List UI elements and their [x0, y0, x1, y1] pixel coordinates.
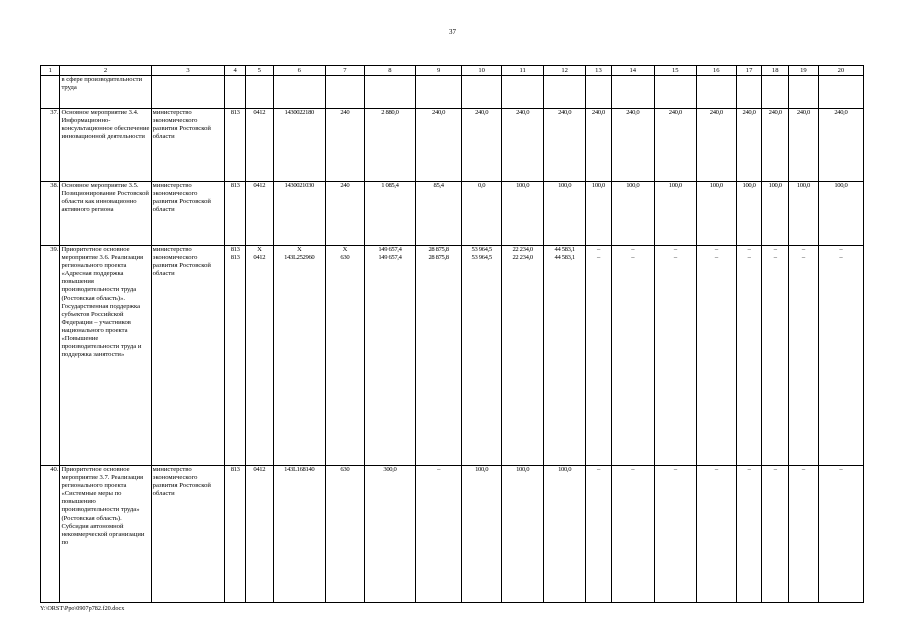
value-cell: 0,0: [462, 182, 502, 246]
total-value: Х: [342, 246, 348, 253]
value-cell: 300,0: [364, 466, 415, 603]
header-cell: 10: [462, 66, 502, 76]
table-row: [41, 246, 864, 466]
header-cell: 7: [325, 66, 364, 76]
total-value: 28 875,8: [428, 246, 449, 253]
value-cell: [789, 246, 819, 466]
total-value: 22 234,0: [512, 246, 533, 253]
value-cell: 240,0: [654, 109, 696, 182]
total-value: –: [631, 246, 635, 253]
detail-value: –: [839, 254, 843, 262]
total-value: 44 583,1: [554, 246, 575, 253]
event-name-cell: в сфере производительности труда: [60, 76, 151, 109]
table-row: [41, 466, 864, 603]
executor-cell: министерство экономического развития Ростовской области: [151, 182, 225, 246]
event-name-cell: Основное мероприятие 3.4. Информационно-консультационное обеспечение инновационной деятельности: [60, 109, 151, 182]
value-cell: 240,0: [586, 109, 612, 182]
detail-value: 44 583,1: [554, 254, 575, 262]
value-cell: 100,0: [611, 182, 654, 246]
value-cell: [696, 246, 736, 466]
value-cell: 100,0: [502, 466, 544, 603]
detail-value: –: [631, 254, 635, 262]
value-cell: –: [762, 466, 789, 603]
total-value: –: [839, 246, 843, 253]
value-cell: 240: [325, 109, 364, 182]
value-cell: [736, 246, 762, 466]
file-path-footer: Y:\ORST\Ppo\0907p782.f20.docx: [40, 605, 125, 612]
value-cell: 100,0: [502, 182, 544, 246]
value-cell: 85,4: [416, 182, 462, 246]
value-cell: 240,0: [789, 109, 819, 182]
value-cell: 143L168140: [273, 466, 325, 603]
value-cell: [225, 246, 245, 466]
value-cell: –: [586, 466, 612, 603]
detail-value: 22 234,0: [512, 254, 533, 262]
row-number-cell: 40.: [41, 466, 60, 603]
executor-cell: министерство экономического развития Ростовской области: [151, 466, 225, 603]
total-value: –: [773, 246, 777, 253]
value-cell: 0412: [245, 182, 273, 246]
value-cell: –: [611, 466, 654, 603]
detail-value: 630: [340, 254, 350, 262]
value-cell: 100,0: [789, 182, 819, 246]
header-row: [41, 66, 864, 76]
event-name-cell: Основное мероприятие 3.5. Позиционирование Ростовской области как инновационно активного региона: [60, 182, 151, 246]
header-cell: 3: [151, 66, 225, 76]
value-cell: [762, 246, 789, 466]
detail-value: 143L252960: [284, 254, 315, 262]
detail-value: –: [773, 254, 777, 262]
detail-value: –: [714, 254, 718, 262]
event-name-cell: Приоритетное основное мероприятие 3.7. Реализация регионального проекта «Системные меры по повышению производительности труда» (Ростовская область). Субсидия автономной некоммерческой организации по: [60, 466, 151, 603]
header-cell: 18: [762, 66, 789, 76]
value-cell: 240,0: [736, 109, 762, 182]
value-cell: 100,0: [818, 182, 863, 246]
header-cell: 17: [736, 66, 762, 76]
page-number: 37: [449, 28, 456, 36]
value-cell: [416, 246, 462, 466]
value-cell: 240,0: [696, 109, 736, 182]
value-cell: 100,0: [586, 182, 612, 246]
detail-value: –: [801, 254, 805, 262]
header-cell: 2: [60, 66, 151, 76]
header-cell: 19: [789, 66, 819, 76]
row-number-cell: 39.: [41, 246, 60, 466]
value-cell: 2 880,0: [364, 109, 415, 182]
value-cell: 813: [225, 466, 245, 603]
value-cell: –: [789, 466, 819, 603]
value-cell: –: [818, 466, 863, 603]
header-cell: 13: [586, 66, 612, 76]
header-cell: 1: [41, 66, 60, 76]
header-cell: 12: [544, 66, 586, 76]
value-cell: [502, 246, 544, 466]
budget-table: [40, 65, 864, 603]
row-number-cell: 37.: [41, 109, 60, 182]
value-cell: 100,0: [762, 182, 789, 246]
event-name-cell: Приоритетное основное мероприятие 3.6. Реализация регионального проекта «Адресная поддержка повышения производительности труда (Ростовская область)». Государственная поддержка субъектов Российской Федерации – участников национального проекта «Повышение производительности труда и поддержка занятости»: [60, 246, 151, 466]
value-cell: 240,0: [762, 109, 789, 182]
value-cell: [364, 246, 415, 466]
value-cell: 100,0: [544, 466, 586, 603]
detail-value: 813: [230, 254, 240, 262]
value-cell: 1430022180: [273, 109, 325, 182]
detail-value: 0412: [253, 254, 266, 262]
row-number-cell: [41, 76, 60, 109]
header-cell: 8: [364, 66, 415, 76]
value-cell: 813: [225, 182, 245, 246]
table-row: [41, 182, 864, 246]
header-cell: 14: [611, 66, 654, 76]
header-cell: 15: [654, 66, 696, 76]
table-row-continuation: [41, 76, 864, 109]
value-cell: 100,0: [654, 182, 696, 246]
header-cell: 16: [696, 66, 736, 76]
value-cell: 240,0: [416, 109, 462, 182]
value-cell: [325, 246, 364, 466]
header-cell: 6: [273, 66, 325, 76]
detail-value: 149 657,4: [378, 254, 402, 262]
value-cell: 240,0: [611, 109, 654, 182]
total-value: Х: [257, 246, 262, 253]
header-cell: 11: [502, 66, 544, 76]
value-cell: 100,0: [462, 466, 502, 603]
value-cell: 0412: [245, 466, 273, 603]
total-value: 53 964,5: [471, 246, 492, 253]
value-cell: [586, 246, 612, 466]
value-cell: [544, 246, 586, 466]
value-cell: [273, 246, 325, 466]
value-cell: –: [654, 466, 696, 603]
total-value: –: [801, 246, 805, 253]
row-number-cell: 38.: [41, 182, 60, 246]
value-cell: –: [416, 466, 462, 603]
value-cell: 630: [325, 466, 364, 603]
total-value: –: [673, 246, 677, 253]
value-cell: 240,0: [818, 109, 863, 182]
value-cell: [462, 246, 502, 466]
value-cell: 813: [225, 109, 245, 182]
header-cell: 4: [225, 66, 245, 76]
value-cell: 0412: [245, 109, 273, 182]
header-cell: 9: [416, 66, 462, 76]
value-cell: 1 085,4: [364, 182, 415, 246]
executor-cell: министерство экономического развития Ростовской области: [151, 109, 225, 182]
value-cell: [611, 246, 654, 466]
total-value: 813: [230, 246, 240, 253]
detail-value: –: [673, 254, 677, 262]
value-cell: –: [736, 466, 762, 603]
executor-cell: министерство экономического развития Ростовской области: [151, 246, 225, 466]
value-cell: 100,0: [696, 182, 736, 246]
detail-value: –: [747, 254, 751, 262]
table-row: [41, 109, 864, 182]
value-cell: 240: [325, 182, 364, 246]
detail-value: –: [596, 254, 600, 262]
value-cell: 240,0: [502, 109, 544, 182]
detail-value: 28 875,8: [428, 254, 449, 262]
detail-value: 53 964,5: [471, 254, 492, 262]
value-cell: [654, 246, 696, 466]
value-cell: 240,0: [462, 109, 502, 182]
header-cell: 20: [818, 66, 863, 76]
total-value: Х: [297, 246, 302, 253]
header-cell: 5: [245, 66, 273, 76]
value-cell: 100,0: [736, 182, 762, 246]
total-value: –: [747, 246, 751, 253]
value-cell: [245, 246, 273, 466]
value-cell: –: [696, 466, 736, 603]
executor-cell: [151, 76, 225, 109]
value-cell: 240,0: [544, 109, 586, 182]
value-cell: 100,0: [544, 182, 586, 246]
total-value: 149 657,4: [378, 246, 402, 253]
value-cell: 1430021030: [273, 182, 325, 246]
total-value: –: [596, 246, 600, 253]
value-cell: [818, 246, 863, 466]
total-value: –: [714, 246, 718, 253]
